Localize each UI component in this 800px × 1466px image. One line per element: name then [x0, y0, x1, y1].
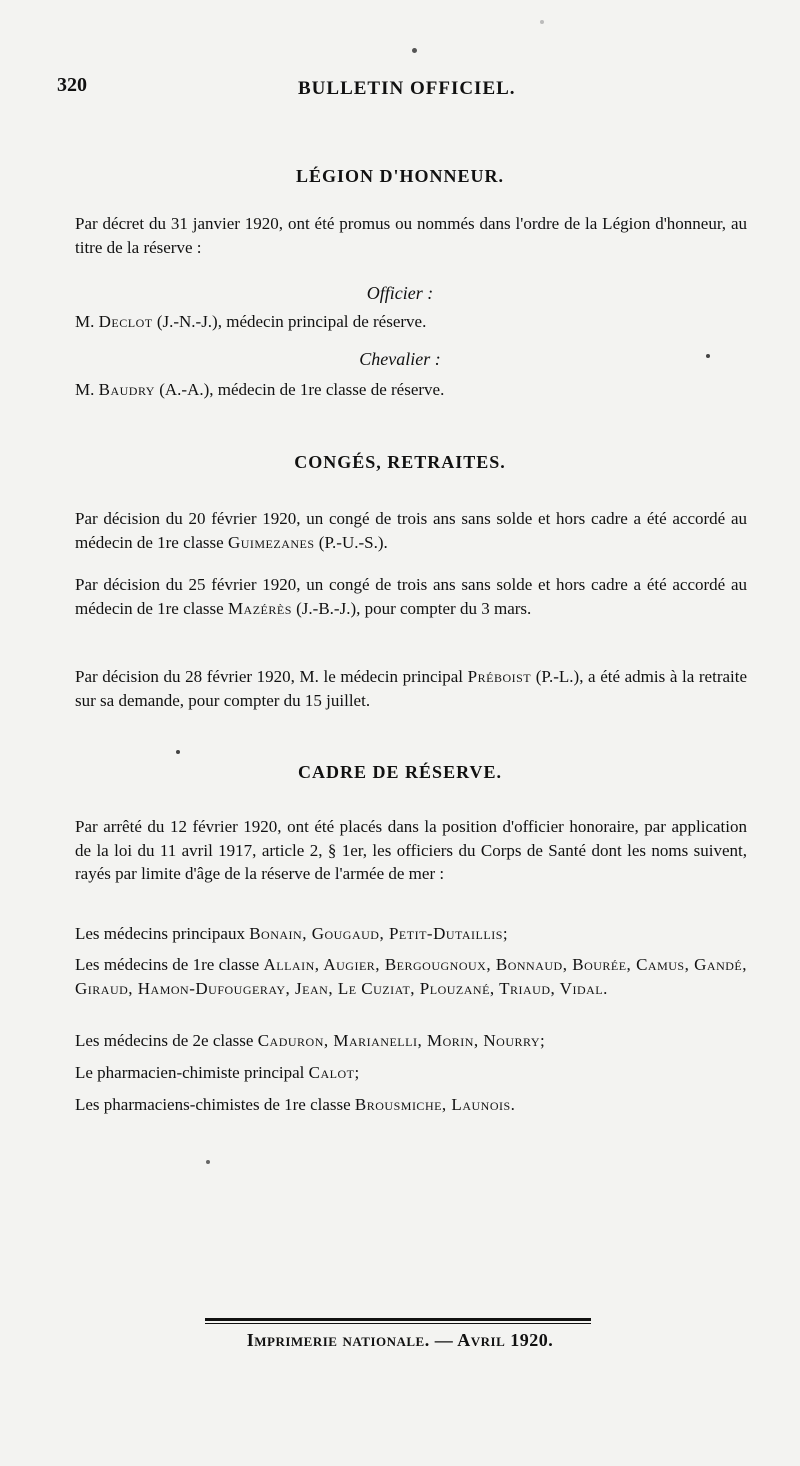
list-item-end: ; [502, 924, 508, 943]
section-title-legion: LÉGION D'HONNEUR. [295, 166, 505, 186]
footer-rule-thin [205, 1323, 591, 1324]
legion-intro: Par décret du 31 janvier 1920, ont été promus ou nommés dans l'ordre de la Légion d'honneur, au titre de la réserve : [75, 214, 747, 257]
list-item-label: Les médecins principaux [75, 924, 245, 943]
list-item [75, 1061, 747, 1085]
paper-speck [176, 750, 180, 754]
list-item-label: Les médecins de 1re classe [75, 955, 260, 974]
officier-entry [75, 310, 747, 334]
paper-speck [206, 1160, 210, 1164]
section-title-conges: CONGÉS, RETRAITES. [294, 452, 506, 472]
conges-p1-text: Par décision du 20 février 1920, un congé de trois ans sans solde et hors cadre a été accordé au médecin de 1re classe [75, 509, 747, 552]
conges-p3-end: (P.-L.), a été admis à la retraite sur sa demande, pour compter du 15 juillet. [75, 667, 748, 710]
conges-p1-name: Guimezanes [227, 532, 315, 552]
list-item-names: Allain, Augier, Bergougnoux, Bonnaud, Bourée, Camus, Gandé, Giraud, Hamon-Dufougeray, Jean, Le Cuziat, Plouzané, Triaud, Vidal. [75, 955, 747, 998]
printer-imprint [0, 1330, 800, 1351]
chevalier-entry [75, 378, 747, 402]
conges-p3-name: Préboist [467, 667, 532, 686]
conges-p2-name: Mazérès [227, 598, 292, 618]
paper-speck [540, 20, 544, 24]
list-item [75, 1029, 747, 1053]
chevalier-heading: Chevalier : [359, 349, 441, 369]
list-item-names: Bonain, Gougaud, Petit-Dutaillis [249, 924, 503, 943]
list-item-label: Le pharmacien-chimiste principal [75, 1063, 305, 1082]
list-item [75, 1093, 747, 1117]
list-item-names: Brousmiche, Launois. [354, 1095, 516, 1114]
officier-rest: (J.-N.-J.), médecin principal de réserve. [156, 312, 427, 331]
conges-p3-text: Par décision du 28 février 1920, M. le médecin principal [75, 667, 464, 686]
conges-p2-text: Par décision du 25 février 1920, un congé de trois ans sans solde et hors cadre a été accordé au médecin de 1re classe [75, 575, 747, 618]
paper-speck [412, 48, 417, 53]
page-number: 320 [57, 74, 87, 96]
conges-p1-end: (P.-U.-S.). [318, 532, 388, 552]
footer-rule [205, 1318, 591, 1321]
list-item-names: Calot [308, 1063, 355, 1082]
officier-prefix: M. [75, 312, 95, 331]
chevalier-name: Baudry [98, 380, 155, 399]
chevalier-rest: (A.-A.), médecin de 1re classe de réserve. [159, 380, 445, 399]
list-item [75, 922, 747, 946]
printer-imprint-text: Imprimerie nationale. — Avril 1920. [246, 1330, 554, 1350]
officier-heading: Officier : [366, 283, 434, 303]
conges-paragraph-2 [75, 573, 747, 620]
cadre-intro: Par arrêté du 12 février 1920, ont été placés dans la position d'officier honoraire, par application de la loi du 11 avril 1917, article 2, § 1er, les officiers du Corps de Santé dont les noms suivent, rayés par limite d'âge de la réserve de l'armée de mer : [75, 817, 747, 883]
list-item-end: ; [354, 1063, 360, 1082]
list-item [75, 953, 747, 1000]
running-title: BULLETIN OFFICIEL. [298, 78, 516, 99]
officier-name: Declot [98, 312, 153, 331]
conges-p2-end: (J.-B.-J.), pour compter du 3 mars. [296, 598, 532, 618]
list-item-end: ; [540, 1031, 545, 1050]
conges-paragraph-1 [75, 507, 747, 554]
list-item-label: Les médecins de 2e classe [75, 1031, 254, 1050]
section-title-cadre: CADRE DE RÉSERVE. [298, 762, 502, 782]
list-item-names: Caduron, Marianelli, Morin, Nourry [257, 1031, 541, 1050]
conges-paragraph-3 [75, 665, 747, 712]
chevalier-prefix: M. [75, 380, 95, 399]
list-item-label: Les pharmaciens-chimistes de 1re classe [75, 1095, 351, 1114]
